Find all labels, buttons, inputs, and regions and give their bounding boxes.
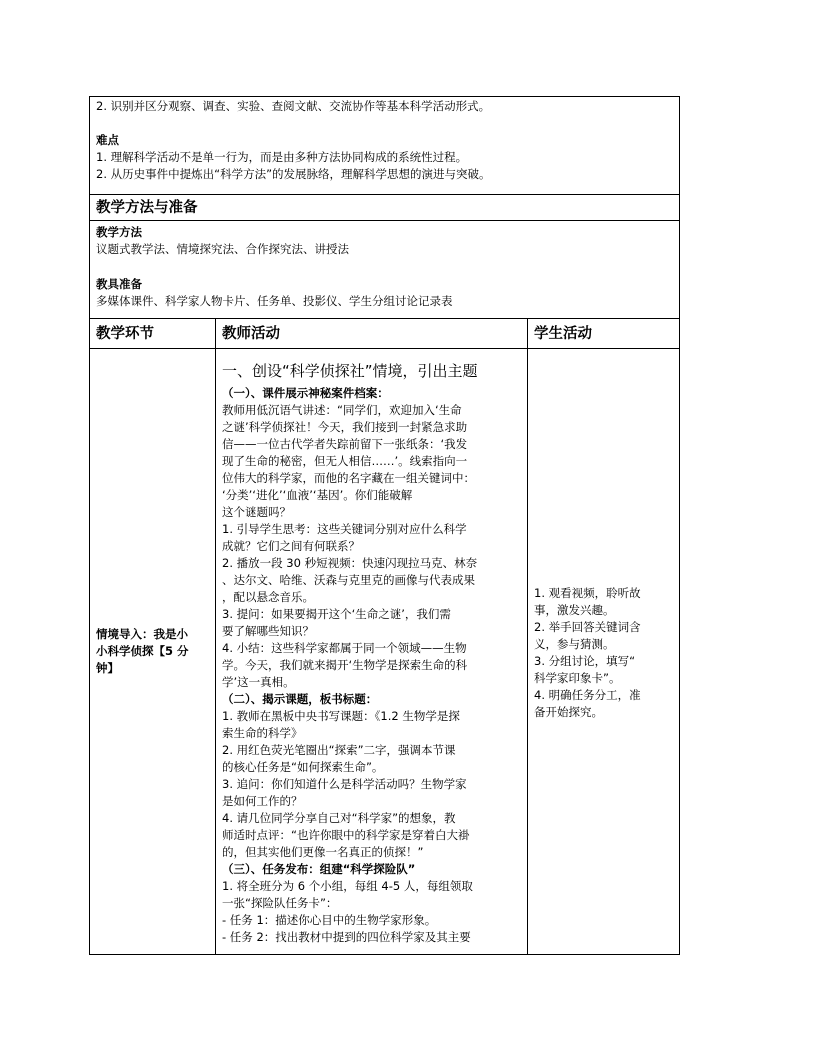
column-divider-2 [527,318,528,954]
teacher-activity-line: 3. 提问：如果要揭开这个‘生命之谜’，我们需 [222,607,451,621]
teacher-activity-line: 要了解哪些知识？ [222,624,314,638]
teacher-activity-line: 4. 请几位同学分享自己对“科学家”的想象，教 [222,811,456,825]
methods-text: 议题式教学法、情境探究法、合作探究法、讲授法 [96,242,349,256]
difficulty-item-2: 2. 从历史事件中提炼出“科学方法”的发展脉络，理解科学思想的演进与突破。 [96,167,491,181]
teacher-activity-line: 2. 用红色荧光笔圈出“探索”二字，强调本节课 [222,743,456,757]
student-activity-line: 事，激发兴趣。 [534,603,615,617]
stage-line: 小科学侦探【5 分 [96,644,189,658]
teacher-activity-line: 一张“探险队任务卡”： [222,896,338,910]
header-stage: 教学环节 [96,326,154,342]
column-divider-1 [215,318,216,954]
teacher-activity-line: ，配以悬念音乐。 [222,590,314,604]
teacher-activity-line: 1. 将全班分为 6 个小组，每组 4-5 人，每组领取 [222,879,473,893]
difficulty-item-1: 1. 理解科学活动不是单一行为，而是由多种方法协同构成的系统性过程。 [96,150,468,164]
header-teacher-activity: 教师活动 [222,326,280,342]
objective-item-2: 2. 识别并区分观察、调查、实验、查阅文献、交流协作等基本科学活动形式。 [96,99,491,113]
teacher-activity-line: 是如何工作的？ [222,794,303,808]
table-bottom-border [89,954,680,955]
teacher-activity-line: 1. 教师在黑板中央书写课题：《1.2 生物学是探 [222,709,460,723]
teacher-activity-line: 学。今天，我们就来揭开‘生物学是探索生命的科 [222,658,468,672]
table-right-border [679,96,680,954]
methods-section-title: 教学方法与准备 [96,200,198,216]
teacher-activity-line: 的，但其实他们更像一名真正的侦探！” [222,845,424,859]
difficulty-heading: 难点 [96,133,119,147]
teacher-activity-line: - 任务 2：找出教材中提到的四位科学家及其主要 [222,930,471,944]
teacher-activity-title: 一、创设“科学侦探社”情境，引出主题 [222,362,478,380]
teacher-activity-line: 师适时点评：“也许你眼中的科学家是穿着白大褂 [222,828,470,842]
stage-line: 钟】 [96,661,119,675]
teacher-activity-line: 成就？它们之间有何联系？ [222,539,360,553]
teacher-activity-line: （一）、课件展示神秘案件档案： [222,386,389,400]
teacher-activity-line: 现了生命的秘密，但无人相信……’。线索指向一 [222,454,468,468]
teacher-activity-line: （三）、任务发布：组建“科学探险队” [222,862,416,876]
student-activity-line: 4. 明确任务分工，准 [534,688,641,702]
divider-methods-section [89,194,680,195]
teacher-activity-line: 学’这一真相。 [222,675,295,689]
teacher-activity-line: 4. 小结：这些科学家都属于同一个领域——生物 [222,641,467,655]
teacher-activity-line: （二）、揭示课题，板书标题： [222,692,378,706]
table-top-border [89,96,680,97]
methods-heading: 教学方法 [96,225,142,239]
divider-methods-title [89,220,680,221]
teacher-activity-line: 之谜’科学侦探社！今天，我们接到一封紧急求助 [222,420,468,434]
teacher-activity-line: 位伟大的科学家，而他的名字藏在一组关键词中： [222,471,475,485]
student-activity-line: 3. 分组讨论，填写“ [534,654,636,668]
teacher-activity-line: 信——一位古代学者失踪前留下一张纸条：‘我发 [222,437,468,451]
student-activity-line: 义，参与猜测。 [534,637,615,651]
divider-table-header-bottom [89,348,680,349]
teacher-activity-line: 2. 播放一段 30 秒短视频：快速闪现拉马克、林奈 [222,556,478,570]
teacher-activity-line: 3. 追问：你们知道什么是科学活动吗？生物学家 [222,777,467,791]
tools-text: 多媒体课件、科学家人物卡片、任务单、投影仪、学生分组讨论记录表 [96,294,453,308]
student-activity-line: 科学家印象卡”。 [534,671,621,685]
teacher-activity-line: 、达尔文、哈维、沃森与克里克的画像与代表成果 [222,573,475,587]
table-left-border [89,96,90,954]
teacher-activity-line: 的核心任务是“如何探索生命”。 [222,760,384,774]
header-student-activity: 学生活动 [534,326,592,342]
teacher-activity-line: 1. 引导学生思考：这些关键词分别对应什么科学 [222,522,467,536]
student-activity-line: 1. 观看视频，聆听故 [534,586,641,600]
divider-table-header-top [89,318,680,319]
teacher-activity-line: 索生命的科学》 [222,726,303,740]
teacher-activity-line: 教师用低沉语气讲述：“同学们，欢迎加入‘生命 [222,403,462,417]
teacher-activity-line: ‘分类’‘进化’‘血液’‘基因’。你们能破解 [222,488,413,502]
teacher-activity-line: - 任务 1：描述你心目中的生物学家形象。 [222,913,437,927]
student-activity-line: 2. 举手回答关键词含 [534,620,641,634]
student-activity-line: 备开始探究。 [534,705,603,719]
tools-heading: 教具准备 [96,277,142,291]
stage-line: 情境导入：我是小 [96,627,188,641]
teacher-activity-line: 这个谜题吗？ [222,505,291,519]
